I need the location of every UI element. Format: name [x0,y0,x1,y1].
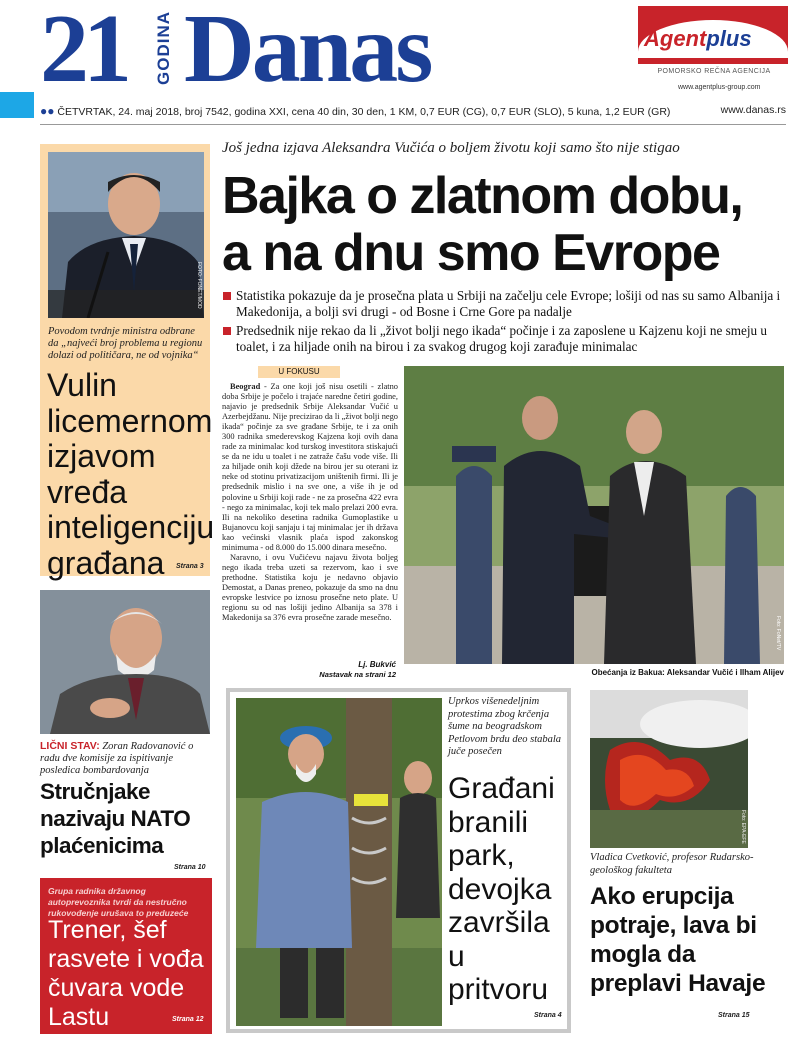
main-bullets [222,288,784,358]
dateline [40,104,786,122]
park-page-ref: Strana 4 [534,1012,562,1019]
main-headline[interactable]: Bajka o zlatnom dobu, a na dnu smo Evrope [222,167,743,282]
radovanovic-kicker [40,740,212,777]
lava-photo [590,690,748,848]
radovanovic-photo-image [40,590,210,734]
continued-link[interactable]: Nastavak na strani 12 [319,670,396,679]
nato-headline[interactable]: Stručnjake nazivaju NATO plaćenicima [40,779,191,858]
masthead-logo: Danas [184,0,431,103]
vulin-photo-image [48,152,204,318]
vucic-aliyev-photo [404,366,784,664]
body-paragraph: Naravno, i ovu Vučićevu najavu života boljeg nego ikada treba uzeti sa rezervom, kao i sve prethodne. Statistika koju je nedavno objavio Demostat, a Danas preneo, pokazuje da smo na dnu evropske lestvice po iznosu prosečne neto plate. U regionu su od nas lošiji jedino Albanija sa 378 i Makedonija sa 376 evra prosečne zarade mesečno. [222,552,398,623]
ad-brand: Agentplus [644,26,752,51]
ad-tagline: POMORSKO REČNA AGENCIJA [657,68,771,75]
lava-photo-image [590,690,748,848]
u-fokusu-label: U FOKUSU [258,366,340,378]
ad-url[interactable]: www.agentplus-group.com [678,84,761,91]
main-photo-credit: Foto: FoNet/TV [775,616,781,651]
lasta-kicker: Grupa radnika državnog autoprevoznika tvrdi da nestručno rukovođenje urušava to preduzeće [48,886,189,918]
lasta-page-ref: Strana 12 [172,1016,204,1023]
masthead-godina: GODINA [154,11,173,85]
header-rule [40,124,786,125]
vulin-photo [48,152,204,318]
lava-page-ref: Strana 15 [718,1012,750,1019]
lasta-story-box[interactable] [40,878,212,1034]
masthead [0,0,800,103]
site-url[interactable]: www.danas.rs [720,104,786,116]
licni-stav-label: LIČNI STAV: [40,740,100,752]
vulin-kicker: Povodom tvrdnje ministra odbrane da „najveći broj problema u regionu dolazi od političara, ne od vojnika“ [48,326,203,361]
radovanovic-photo [40,590,210,734]
vucic-aliyev-image [404,366,784,664]
main-body [222,382,398,623]
vulin-page-ref: Strana 3 [176,563,204,570]
main-kicker: Još jedna izjava Aleksandra Vučića o boljem životu koji samo što nije stigao [222,140,680,156]
vulin-headline[interactable]: Vulin licemernom izjavom vređa inteligenciju građana [47,367,215,581]
author-signature: Lj. Bukvić [358,660,396,669]
lava-photo-credit: Foto: EPA-EFE [740,810,746,844]
blue-accent-square [0,92,34,118]
body-paragraph: - Za one koji još nisu osetili - zlatno doba Srbije je počelo i trajaće naredne četiri godine, najavio je predsednik Srbije Aleksandar Vučić u Azerbejdžanu. Nije precizirao da li „život bolji nego ikada“ počinje za sve građane Srbije, te i za onih 300 radnika smederevskog Kajzena koji ovih dana rade za minimalac kod turskog investitora stiskajući se da ne idu u toalet i ne zatraže čašu vode više. Ili za hiljade onih koji džede na birou jer su oterani iz neke od stotinu privatizacijom uništenih firmi. Ili je predsednik mislio i na sve one, a više ih je od polovine u Srbiji koji rade - ne za prosečna 422 evra - nego za minimalac, koji tek malo prelazi 200 evra. Ili na nekoliko desetina radnika Gumoplastike u Bujanovcu koji sanjaju i taj minimalac jer ih država kao većinski vlasnik plaća ispod zakonskog minimuma - od 8.000 do 15.000 dinara mesečno. [222,382,398,552]
dateline-dots-icon: ●● [40,104,55,118]
lava-kicker: Vladica Cvetković, profesor Rudarsko-geološkog fakulteta [590,852,754,876]
masthead-number: 21 [40,0,126,103]
body-dateline: Beograd [230,382,261,391]
main-bullet: Statistika pokazuje da je prosečna plata u Srbiji na začelju cele Evrope; lošiji od nas su samo Albanija i Makedonija, a bolji svi drugi - od Bosne i Crne Gore pa nadalje [222,288,784,320]
park-photo [236,698,442,1026]
radovanovic-kicker-text: Zoran Radovanović o radu dve komisije za ispitivanje posledica bombardovanja [40,741,194,776]
park-headline[interactable]: Građani branili park, devojka završila u pritvoru [448,772,555,1006]
agentplus-ad[interactable] [638,6,788,94]
park-photo-image [236,698,442,1026]
main-bullet: Predsednik nije rekao da li „život bolji nego ikada“ počinje i za zaposlene u Kajzenu koji ne smeju u toalet, i za hiljade onih na birou i za svakog drugog koji zarađuje minimalac [222,323,784,355]
park-kicker: Uprkos višenedeljnim protestima zbog krčenja šume na beogradskom Petlovom brdu deo stabala juče posečen [448,696,562,757]
nato-page-ref: Strana 10 [174,864,206,871]
lava-headline[interactable]: Ako erupcija potraje, lava bi mogla da preplavi Havaje [590,883,766,997]
main-photo-caption: Obećanja iz Bakua: Aleksandar Vučić i Ilham Alijev [591,668,784,677]
dateline-text: ČETVRTAK, 24. maj 2018, broj 7542, godina XXI, cena 40 din, 30 den, 1 KM, 0,7 EUR (CG), 0,7 EUR (SLO), 5 kuna, 1,2 EUR (GR) [57,106,671,118]
vulin-photo-credit: FOTO: FONET/MOD [196,262,202,309]
lasta-headline[interactable]: Trener, šef rasvete i vođa čuvara vode Lastu [48,916,204,1031]
